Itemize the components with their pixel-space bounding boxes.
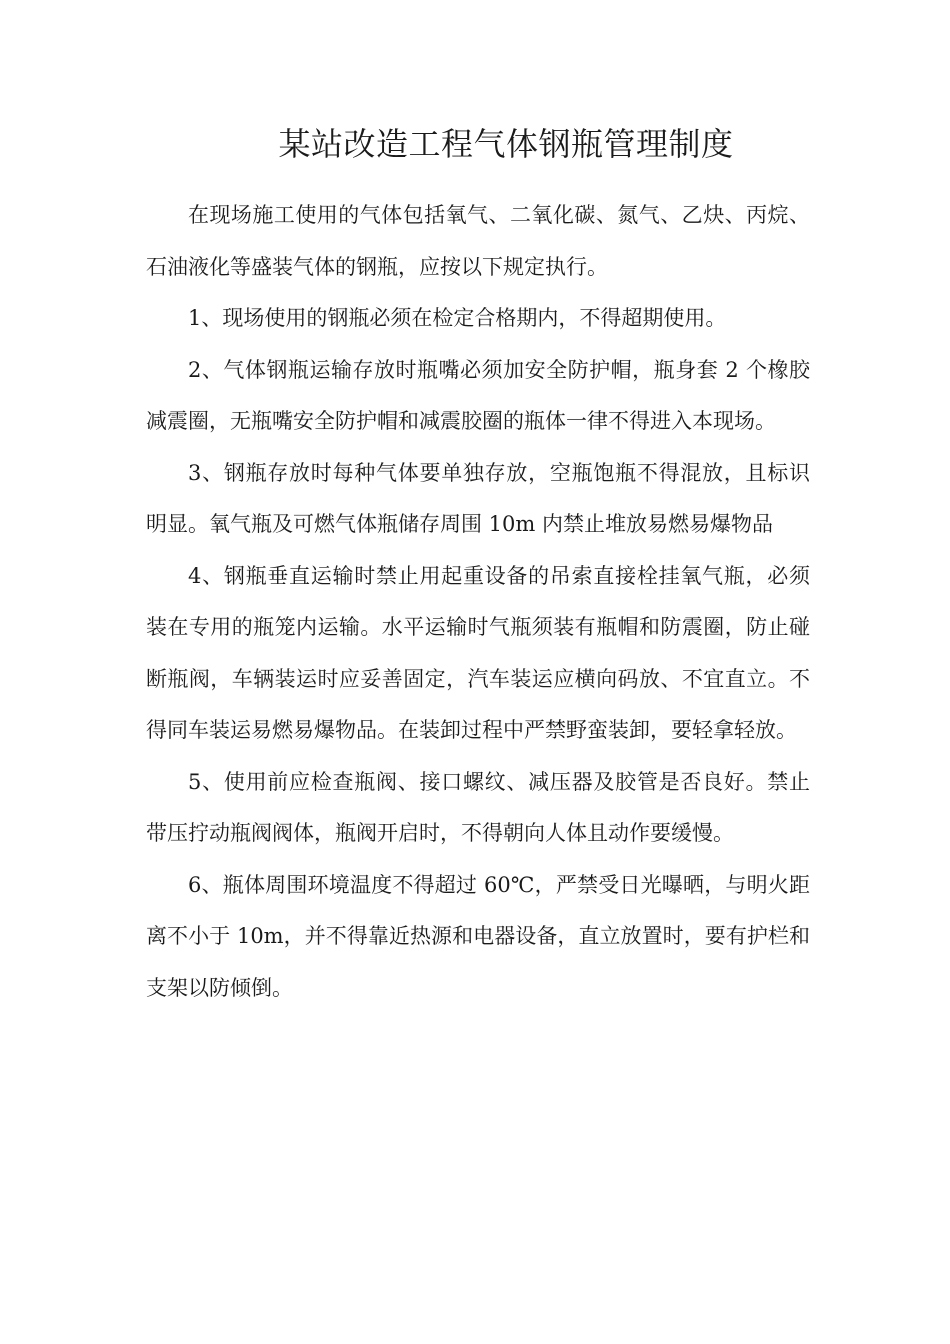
paragraph-rule-4: 4、钢瓶垂直运输时禁止用起重设备的吊索直接栓挂氧气瓶，必须装在专用的瓶笼内运输。水平运输时气瓶须装有瓶帽和防震圈，防止碰断瓶阀，车辆装运时应妥善固定，汽车装运应横向码放、不宜直立。不得同车装运易燃易爆物品。在装卸过程中严禁野蛮装卸，要轻拿轻放。 bbox=[146, 563, 810, 742]
paragraph-rule-2: 2、气体钢瓶运输存放时瓶嘴必须加安全防护帽，瓶身套 2 个橡胶减震圈，无瓶嘴安全防护帽和减震胶圈的瓶体一律不得进入本现场。 bbox=[146, 357, 810, 433]
paragraph-rule-1: 1、现场使用的钢瓶必须在检定合格期内，不得超期使用。 bbox=[188, 306, 727, 330]
document-body bbox=[146, 190, 810, 1014]
paragraph-rule-6: 6、瓶体周围环境温度不得超过 60℃，严禁受日光曝晒，与明火距离不小于 10m，并不得靠近热源和电器设备，直立放置时，要有护栏和支架以防倾倒。 bbox=[146, 872, 810, 1000]
paragraph-rule-3: 3、钢瓶存放时每种气体要单独存放，空瓶饱瓶不得混放，且标识明显。氧气瓶及可燃气体瓶储存周围 10m 内禁止堆放易燃易爆物品 bbox=[146, 460, 810, 536]
paragraph-rule-5: 5、使用前应检查瓶阀、接口螺纹、减压器及胶管是否良好。禁止带压拧动瓶阀阀体，瓶阀开启时，不得朝向人体且动作要缓慢。 bbox=[146, 769, 810, 845]
paragraph-intro: 在现场施工使用的气体包括氧气、二氧化碳、氮气、乙炔、丙烷、石油液化等盛装气体的钢瓶，应按以下规定执行。 bbox=[146, 203, 810, 279]
document-title: 某站改造工程气体钢瓶管理制度 bbox=[278, 125, 734, 163]
